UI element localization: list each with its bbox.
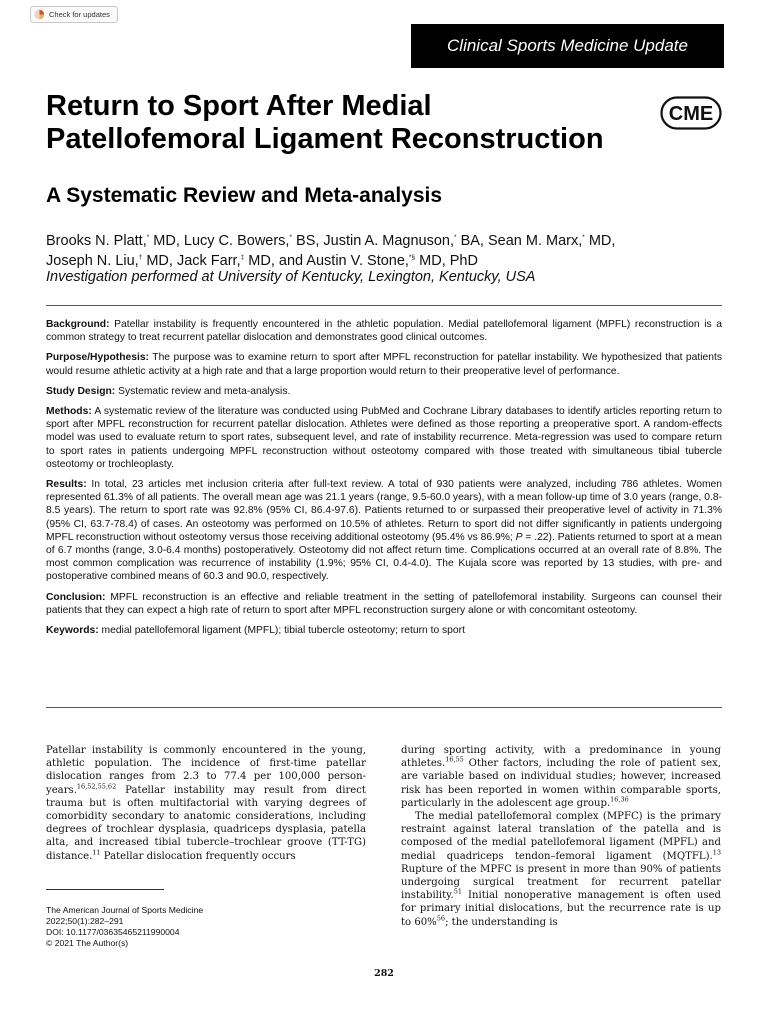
author-marker: * bbox=[289, 234, 292, 242]
abstract-text: MPFL reconstruction is an effective and reliable treatment in the setting of patellofemoral instability. Surgeons can counsel their patients that they can expect a high rate of return to sport after MPFL reconstruction surgery alone or with concomitant osteotomy. bbox=[46, 591, 722, 616]
citation-ref: 16,36 bbox=[610, 795, 629, 804]
author-text: MD, bbox=[584, 233, 616, 249]
abstract bbox=[46, 318, 722, 644]
page-number: 282 bbox=[374, 968, 394, 979]
abstract-text: In total, 23 articles met inclusion criteria after full-text review. A total of 930 patients were analyzed, including 786 athletes. Women represented 61.3% of all patients. The overall mean age was 21.1 years (range, 9.5-60.0 years), with a mean follow-up time of 3.0 years (range, 0.8-8.5 years). The return to sport rate was 92.8% (95% CI, 86.4-97.6). Patients returned to or surpassed their preoperative level of activity in 71.3% (95% CI, 63.7-78.4) of cases. An osteotomy was performed on 10.5% of athletes. Return to sport did not differ significantly in patients undergoing MPFL reconstruction without osteotomy versus those receiving additional osteotomy (95.4% vs 86.9%; bbox=[46, 479, 722, 543]
author-text: BS, Justin A. Magnuson, bbox=[292, 233, 455, 249]
check-for-updates-icon bbox=[34, 9, 45, 20]
check-for-updates-label: Check for updates bbox=[49, 10, 110, 19]
cme-badge-icon bbox=[660, 96, 722, 130]
abstract-text: medial patellofemoral ligament (MPFL); tibial tubercle osteotomy; return to sport bbox=[98, 625, 465, 637]
body-paragraph bbox=[401, 744, 721, 810]
body-paragraph bbox=[46, 744, 366, 863]
abstract-bottom-rule bbox=[46, 707, 722, 708]
abstract-purpose bbox=[46, 351, 722, 377]
abstract-label: Conclusion: bbox=[46, 591, 106, 603]
abstract-keywords bbox=[46, 624, 722, 637]
author-text: MD, and Austin V. Stone, bbox=[244, 252, 409, 269]
p-value-symbol: P bbox=[515, 531, 523, 543]
author-text: MD, Jack Farr, bbox=[142, 252, 241, 269]
citation-ref: 51 bbox=[453, 887, 463, 896]
author-marker: * bbox=[454, 234, 457, 242]
author-text: MD, PhD bbox=[415, 252, 478, 269]
journal-name: The American Journal of Sports Medicine bbox=[46, 905, 204, 915]
abstract-label: Background: bbox=[46, 319, 110, 330]
journal-citation: 2022;50(1):282–291 bbox=[46, 916, 124, 926]
title-line-1: Return to Sport After Medial bbox=[46, 90, 432, 122]
journal-copyright: © 2021 The Author(s) bbox=[46, 938, 129, 948]
citation-ref: 56 bbox=[436, 914, 446, 923]
abstract-label: Purpose/Hypothesis: bbox=[46, 352, 149, 364]
body-text: during sporting activity, with a predominance in young athletes. bbox=[401, 745, 721, 770]
abstract-conclusion bbox=[46, 591, 722, 617]
citation-ref: 11 bbox=[92, 848, 101, 857]
author-marker: † bbox=[138, 253, 143, 261]
author-text: BA, Sean M. Marx, bbox=[456, 233, 583, 249]
body-text: Patellar instability is commonly encountered in the young, athletic population. The incidence of first-time patellar dislocation ranges from 2.3 to 77.4 per 100,000 person-years. bbox=[46, 745, 366, 796]
body-text: Other factors, including the role of patient sex, are variable based on individual studies; however, increased risk has been reported in women within comparable sports, particularly in the adolescent age group. bbox=[401, 758, 721, 809]
abstract-label: Keywords: bbox=[46, 625, 99, 637]
abstract-background bbox=[46, 318, 722, 344]
article-title bbox=[46, 90, 666, 156]
body-text: ; the understanding is bbox=[445, 916, 558, 928]
author-marker: * bbox=[146, 234, 150, 242]
body-text: The medial patellofemoral complex (MPFC) is the primary restraint against lateral translation of the patella and is composed of the medial patellofemoral ligament (MPFL) and medial quadriceps tendon–femoral ligament (MQTFL). bbox=[401, 811, 721, 862]
abstract-text: Patellar instability is frequently encountered in the athletic population. Medial patellofemoral ligament (MPFL) reconstruction is a common strategy to treat recurrent patellar dislocation and demonstrates good clinical outcomes. bbox=[46, 319, 722, 344]
abstract-text: A systematic review of the literature was conducted using PubMed and Cochrane Library databases to identify articles reporting return to sport after MPFL reconstruction for recurrent patellar dislocation. Athletes were defined as those reporting a preoperative sport. A random-effects model was used to evaluate return to sport rates, subsequent level, and rate of instability recurrence. Meta-regression was used to compare return to sport rates in patients undergoing MPFL reconstruction without osteotomy compared with those treated with simultaneous tibial tubercle osteotomy or trochleoplasty. bbox=[46, 406, 722, 470]
abstract-study-design bbox=[46, 385, 722, 398]
check-for-updates-button[interactable] bbox=[30, 6, 118, 23]
section-banner: Clinical Sports Medicine Update bbox=[411, 24, 724, 68]
journal-doi: DOI: 10.1177/03635465211990004 bbox=[46, 927, 180, 937]
body-text: Initial nonoperative management is often used for primary initial dislocations, but the recurrence rate is up to 60% bbox=[401, 890, 721, 928]
author-text: Brooks N. Platt, bbox=[46, 233, 147, 249]
citation-ref: 16,55 bbox=[445, 755, 464, 764]
citation-ref: 16,52,55,62 bbox=[76, 782, 117, 791]
body-text: Rupture of the MPFC is present in more than 90% of patients undergoing surgical treatment for recurrent patellar instability. bbox=[401, 863, 721, 902]
cme-badge-text: CME bbox=[668, 103, 714, 125]
abstract-top-rule bbox=[46, 305, 722, 306]
affiliation: Investigation performed at University of Kentucky, Lexington, Kentucky, USA bbox=[46, 269, 536, 285]
body-column-right bbox=[401, 744, 721, 929]
footnote-rule bbox=[46, 889, 164, 890]
author-text: Joseph N. Liu, bbox=[46, 252, 139, 269]
author-marker: * bbox=[582, 234, 585, 242]
title-line-2: Patellofemoral Ligament Reconstruction bbox=[46, 123, 604, 155]
abstract-results bbox=[46, 478, 722, 584]
abstract-text: Systematic review and meta-analysis. bbox=[115, 385, 291, 397]
author-marker: *§ bbox=[408, 253, 416, 261]
abstract-label: Methods: bbox=[46, 406, 92, 418]
body-text: Patellar instability may result from direct trauma but is often multifactorial with varying degrees of comorbidity secondary to anatomic considerations, including degrees of trochlear dysplasia, quadriceps dysplasia, patella alta, and increased tibial tubercle–trochlear groove (TT-TG) distance. bbox=[46, 784, 366, 862]
author-marker: ‡ bbox=[240, 253, 245, 261]
journal-info bbox=[46, 905, 203, 949]
abstract-methods bbox=[46, 405, 722, 471]
body-paragraph bbox=[401, 810, 721, 929]
author-list bbox=[46, 232, 736, 271]
author-text: MD, Lucy C. Bowers, bbox=[149, 233, 290, 249]
article-subtitle: A Systematic Review and Meta-analysis bbox=[46, 184, 443, 207]
abstract-text: The purpose was to examine return to sport after MPFL reconstruction for patellar instability. We hypothesized that patients would resume athletic activity at a high rate and that a large proportion would return to their preoperative level of performance. bbox=[46, 352, 722, 377]
abstract-label: Results: bbox=[46, 479, 87, 491]
abstract-text: = .22). Patients returned to sport at a mean of 6.7 months (range, 3.0-6.4 months) postoperatively. Osteotomy did not affect return time. Complications occurred at an overall rate of 8.8%. The most common complication was recurrence of instability (1.9%; 95% CI, 0.4-4.0). The Kujala score was reported by 13 studies, with pre- and postoperative combined means of 60.3 and 90.0, respectively. bbox=[46, 531, 723, 583]
body-column-left bbox=[46, 744, 366, 863]
body-text: Patellar dislocation frequently occurs bbox=[100, 850, 296, 862]
abstract-label: Study Design: bbox=[46, 385, 116, 397]
citation-ref: 13 bbox=[712, 848, 721, 857]
